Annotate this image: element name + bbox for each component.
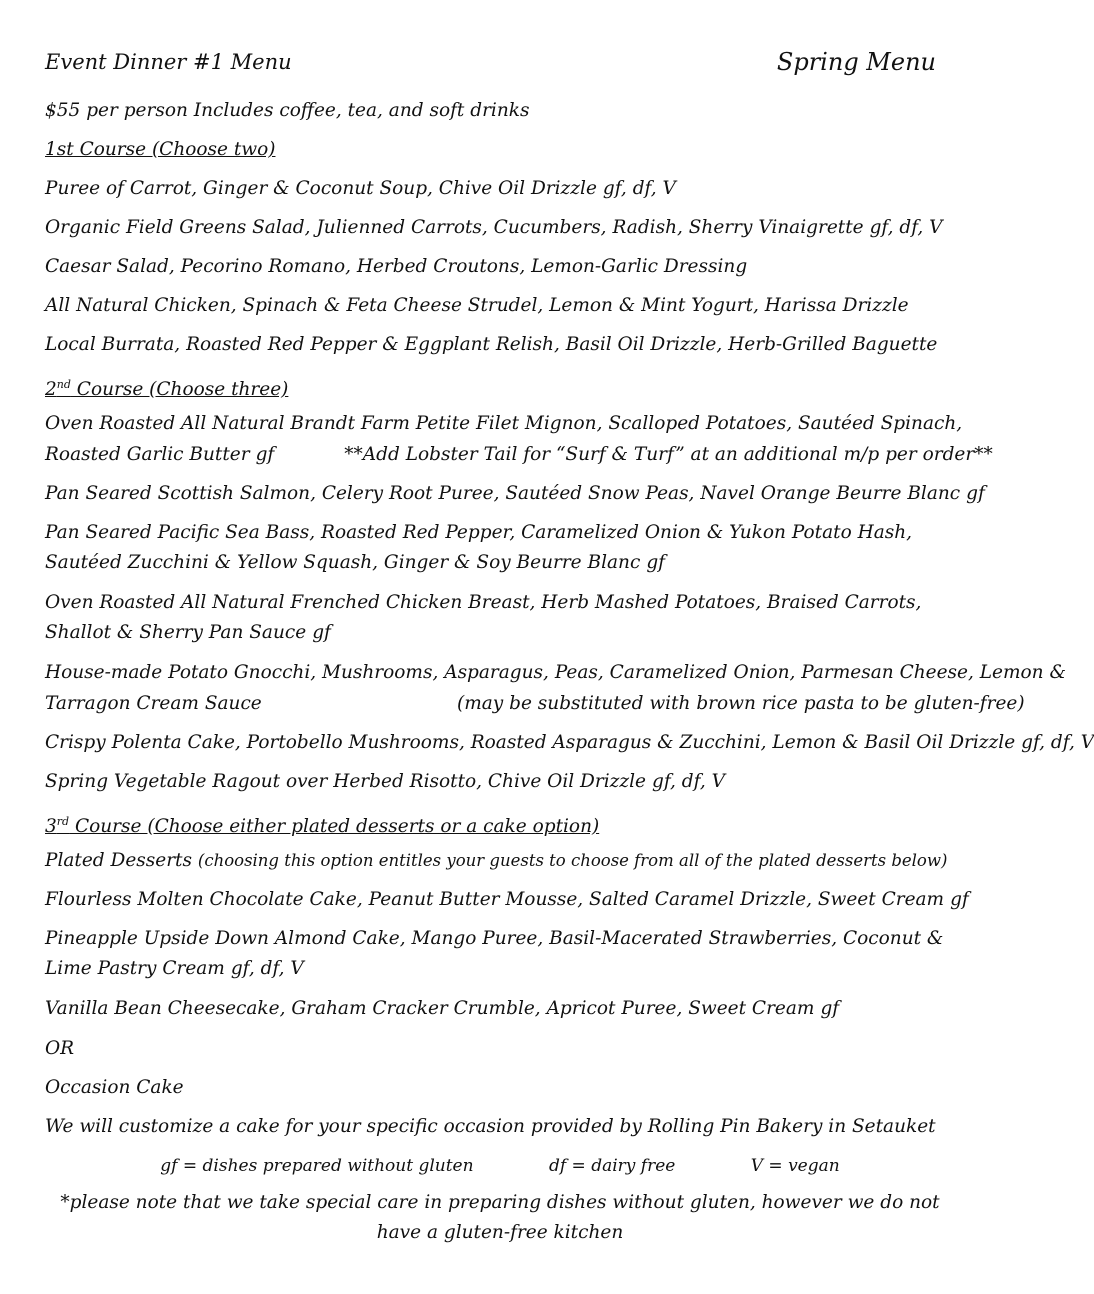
item-name: Flourless Molten Chocolate Cake, Peanut Butter Mousse, Salted Caramel Drizzle, Sweet Cream bbox=[45, 889, 945, 910]
item-name: Crispy Polenta Cake, Portobello Mushrooms, Roasted Asparagus & Zucchini, Lemon & Basil Oil Drizzle bbox=[45, 732, 1016, 753]
occasion-cake-desc: We will customize a cake for your specific occasion provided by Rolling Pin Bakery in Setauket bbox=[45, 1116, 936, 1137]
plated-desserts-line bbox=[45, 846, 947, 876]
menu-item bbox=[45, 409, 962, 439]
menu-item-cont bbox=[45, 440, 993, 470]
menu-item bbox=[45, 518, 970, 578]
diet-tags: gf bbox=[255, 444, 275, 465]
diet-tags: gf bbox=[966, 483, 985, 504]
item-name: Organic Field Greens Salad, Julienned Carrots, Cucumbers, Radish, Sherry Vinaigrette bbox=[45, 217, 864, 238]
diet-tags: gf bbox=[950, 889, 969, 910]
menu-item bbox=[45, 174, 676, 204]
item-name: Oven Roasted All Natural Brandt Farm Petite Filet Mignon, Scalloped Potatoes, Sautéed Spinach, bbox=[45, 413, 963, 434]
plated-desserts-note: (choosing this option entitles your guests to choose from all of the plated desserts below) bbox=[197, 851, 948, 870]
item-name: Oven Roasted All Natural Frenched Chicken Breast, Herb Mashed Potatoes, Braised Carrots, Shallot & Sherry Pan Sauce bbox=[45, 592, 922, 643]
menu-item bbox=[45, 658, 1066, 688]
menu-item bbox=[45, 588, 970, 648]
legend-df: df = dairy free bbox=[548, 1156, 676, 1176]
menu-item bbox=[45, 479, 985, 509]
legend-v: V = vegan bbox=[750, 1156, 840, 1176]
item-name: Local Burrata, Roasted Red Pepper & Eggplant Relish, Basil Oil Drizzle, Herb-Grilled Baguette bbox=[45, 334, 938, 355]
gnocchi-note: (may be substituted with brown rice pasta to be gluten-free) bbox=[457, 693, 1025, 714]
item-name: Spring Vegetable Ragout over Herbed Risotto, Chive Oil Drizzle bbox=[45, 771, 647, 792]
item-name: Tarragon Cream Sauce bbox=[45, 693, 262, 714]
dietary-legend bbox=[0, 1151, 1000, 1181]
diet-tags: gf, df, V bbox=[230, 958, 304, 979]
item-name: Pineapple Upside Down Almond Cake, Mango Puree, Basil-Macerated Strawberries, Coconut & Lime Pastry Cream bbox=[45, 928, 944, 979]
course1-heading: 1st Course (Choose two) bbox=[45, 139, 276, 160]
lobster-note: **Add Lobster Tail for “Surf & Turf” at an additional m/p per order** bbox=[344, 444, 993, 465]
item-name: All Natural Chicken, Spinach & Feta Cheese Strudel, Lemon & Mint Yogurt, Harissa Drizzle bbox=[45, 295, 909, 316]
menu-item bbox=[45, 728, 1094, 758]
item-name: Pan Seared Pacific Sea Bass, Roasted Red Pepper, Caramelized Onion & Yukon Potato Hash, Sautéed Zucchini & Yellow Squash, Ginger & Soy Beurre Blanc bbox=[45, 522, 913, 573]
menu-item bbox=[45, 252, 747, 282]
item-name: Roasted Garlic Butter bbox=[45, 444, 250, 465]
legend-gf: gf = dishes prepared without gluten bbox=[160, 1156, 474, 1176]
price-line: $55 per person Includes coffee, tea, and soft drinks bbox=[45, 100, 530, 121]
occasion-cake-title: Occasion Cake bbox=[45, 1077, 184, 1098]
menu-item bbox=[45, 330, 937, 360]
diet-tags: gf, df, V bbox=[869, 217, 943, 238]
menu-title: Event Dinner #1 Menu bbox=[45, 50, 292, 74]
season-title: Spring Menu bbox=[776, 48, 936, 76]
item-name: Caesar Salad, Pecorino Romano, Herbed Croutons, Lemon-Garlic Dressing bbox=[45, 256, 748, 277]
menu-item-cont bbox=[45, 689, 1025, 719]
menu-item bbox=[45, 291, 909, 321]
item-name: Puree of Carrot, Ginger & Coconut Soup, Chive Oil Drizzle bbox=[45, 178, 597, 199]
diet-tags: gf, df, V bbox=[1021, 732, 1094, 753]
gluten-disclaimer: *please note that we take special care in preparing dishes without gluten, however we do not have a gluten-free kitchen bbox=[60, 1192, 940, 1243]
diet-tags: gf bbox=[820, 998, 840, 1019]
item-name: Pan Seared Scottish Salmon, Celery Root Puree, Sautéed Snow Peas, Navel Orange Beurre Blanc bbox=[45, 483, 961, 504]
course3-heading: 3rd Course (Choose either plated desserts or a cake option) bbox=[45, 815, 600, 838]
item-name: House-made Potato Gnocchi, Mushrooms, Asparagus, Peas, Caramelized Onion, Parmesan Cheese, Lemon & bbox=[45, 662, 1066, 683]
diet-tags: gf, df, V bbox=[652, 771, 725, 792]
diet-tags: gf bbox=[646, 552, 666, 573]
plated-desserts-title: Plated Desserts bbox=[45, 850, 192, 871]
menu-item bbox=[45, 767, 725, 797]
diet-tags: gf bbox=[312, 622, 331, 643]
course2-heading: 2nd Course (Choose three) bbox=[45, 378, 289, 401]
diet-tags: gf, df, V bbox=[602, 178, 676, 199]
menu-item bbox=[45, 213, 943, 243]
or-separator: OR bbox=[45, 1038, 75, 1059]
menu-item bbox=[45, 924, 970, 984]
menu-item bbox=[45, 885, 969, 915]
menu-item bbox=[45, 994, 839, 1024]
item-name: Vanilla Bean Cheesecake, Graham Cracker Crumble, Apricot Puree, Sweet Cream bbox=[45, 998, 815, 1019]
